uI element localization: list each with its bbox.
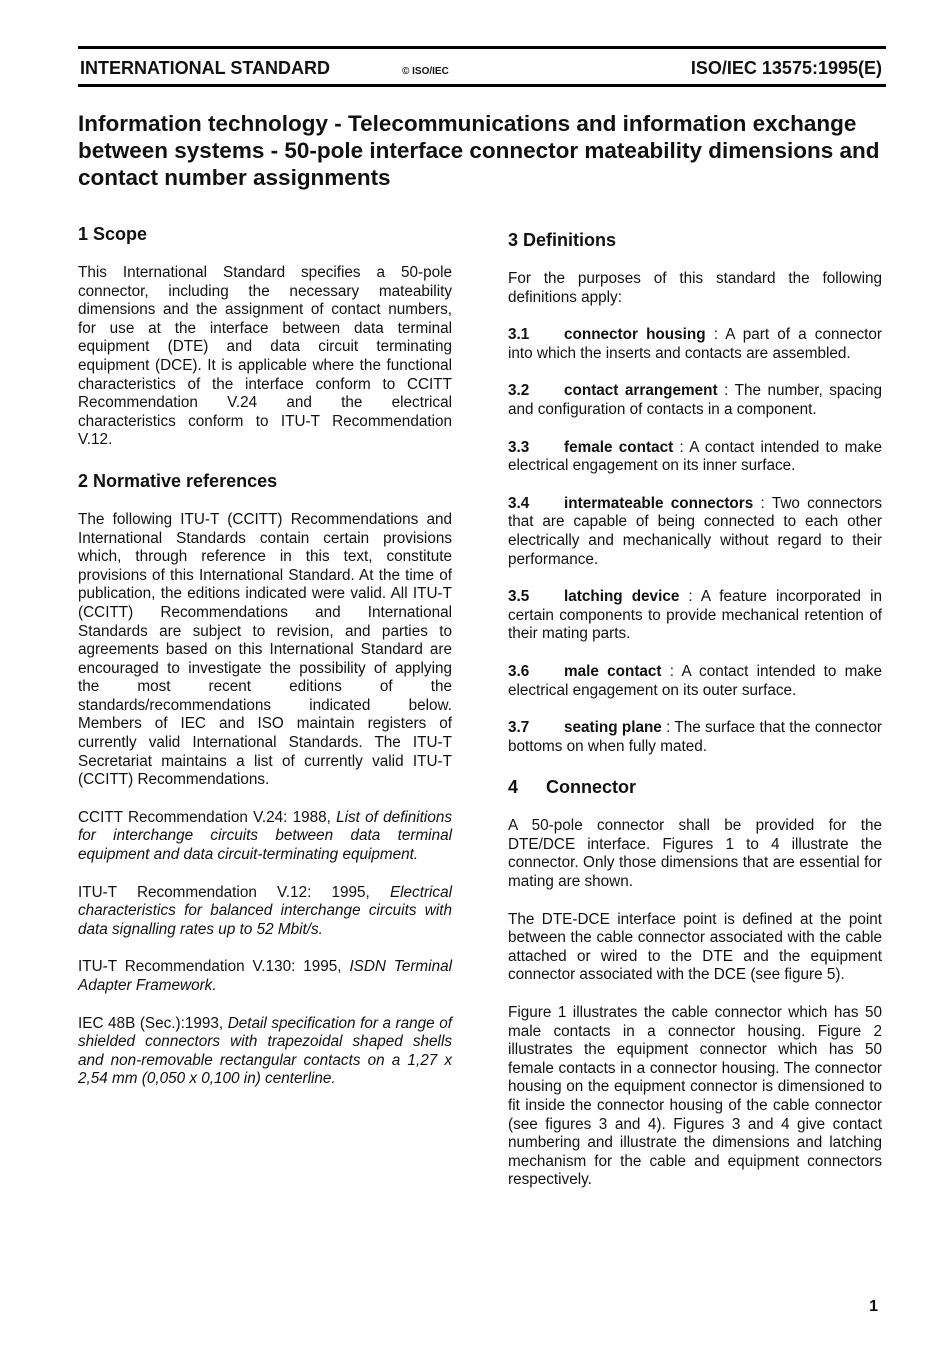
definition-item [508, 382, 882, 419]
header-document-id: ISO/IEC 13575:1995(E) [690, 58, 882, 78]
definitions-intro: For the purposes of this standard the following definitions apply: [508, 270, 882, 306]
definition-text: : A contact intended to make electrical engagement on its outer surface. [508, 662, 882, 699]
definition-term: latching device [564, 588, 680, 606]
definition-item [508, 326, 882, 363]
reference-title: ISDN Terminal Adapter Framework. [78, 958, 452, 994]
definition-number: 3.6 [508, 662, 530, 680]
reference-id: ITU-T Recommendation V.130: 1995, [78, 958, 350, 976]
reference-title: Electrical characteristics for balanced interchange circuits with data signalling rates up to 52 Mbit/s. [78, 883, 452, 938]
definition-number: 3.7 [508, 719, 530, 737]
definition-number: 3.3 [508, 438, 530, 456]
left-column [78, 222, 452, 1108]
document-title: Information technology - Telecommunications and information exchange between systems - 50-pole interface connector mateability dimensions and contact number assignments [78, 111, 880, 190]
reference-id: ITU-T Recommendation V.12: 1995, [78, 883, 390, 901]
definition-item [508, 719, 882, 756]
definition-term: intermateable connectors [564, 494, 754, 512]
scope-heading: 1 Scope [78, 224, 148, 244]
definition-item [508, 439, 882, 476]
normative-references-intro: The following ITU-T (CCITT) Recommendations and International Standards contain certain provisions which, through reference in this text, constitute provisions of this International Standard. At the time of publication, the editions indicated were valid. All ITU-T (CCITT) Recommendations and International Standards are subject to revision, and parties to agreements based on this International Standard are encouraged to investigate the possibility of applying the most recent editions of the standards/recommendations indicated below. Members of IEC and ISO maintain registers of currently valid International Standards. The ITU-T Secretariat maintains a list of currently valid ITU-T (CCITT) Recommendations. [78, 510, 452, 789]
reference-item [78, 958, 452, 995]
definition-text: : The number, spacing and configuration of contacts in a component. [508, 382, 882, 418]
connector-paragraph: A 50-pole connector shall be provided for the DTE/DCE interface. Figures 1 to 4 illustrate the connector. Only those dimensions that are essential for mating are shown. [508, 817, 882, 891]
connector-paragraph: The DTE-DCE interface point is defined at the point between the cable connector associated with the cable attached or wired to the DTE and the equipment connector associated with the DCE (see figure 5). [508, 910, 882, 984]
definition-term: male contact [564, 662, 662, 680]
reference-item [78, 1015, 452, 1089]
reference-id: CCITT Recommendation V.24: 1988, [78, 808, 337, 826]
reference-item [78, 884, 452, 940]
definition-text: : The surface that the connector bottoms on when fully mated. [508, 719, 882, 755]
connector-heading [508, 775, 882, 799]
header-bottom-rule [78, 84, 886, 87]
definition-term: connector housing [564, 326, 706, 344]
reference-title: List of definitions for interchange circuits between data terminal equipment and data circuit-terminating equipment. [78, 808, 452, 864]
header-top-rule [78, 46, 886, 49]
definition-item [508, 663, 882, 700]
header-copyright: © ISO/IEC [402, 66, 449, 77]
definition-text: : A part of a connector into which the inserts and contacts are assembled. [508, 326, 882, 362]
definition-number: 3.5 [508, 588, 530, 606]
normative-references-heading: 2 Normative references [78, 470, 278, 491]
scope-text: This International Standard specifies a 50-pole connector, including the necessary mateability dimensions and the assignment of contact numbers, for use at the interface between data terminal equipment (DTE) and data circuit terminating equipment (DCE). It is applicable where the functional characteristics of the interface conform to CCITT Recommendation V.24 and the electrical characteristics conform to ITU-T Recommendation V.12. [78, 264, 452, 449]
definition-number: 3.1 [508, 326, 530, 344]
definition-number: 3.2 [508, 382, 530, 400]
connector-paragraph: Figure 1 illustrates the cable connector which has 50 male contacts in a connector housing. Figure 2 illustrates the equipment connector which has 50 female contacts in a connector housing. The connector housing on the equipment connector is dimensioned to fit inside the connector housing of the cable connector (see figures 3 and 4). Figures 3 and 4 give contact numbering and illustrate the dimensions and latching mechanism for the cable and equipment connectors respectively. [508, 1004, 882, 1189]
right-column [508, 228, 882, 1209]
definition-term: contact arrangement [564, 382, 718, 400]
reference-id: IEC 48B (Sec.):1993, [78, 1014, 228, 1032]
header-standard-label: INTERNATIONAL STANDARD [80, 58, 330, 78]
reference-item [78, 809, 452, 865]
page-number: 1 [869, 1298, 878, 1315]
connector-section-title: Connector [546, 777, 637, 798]
definition-text: : Two connectors that are capable of being connected to each other electrically and mechanically without regard to their performance. [508, 494, 883, 568]
definition-text: : A contact intended to make electrical engagement on its inner surface. [508, 438, 882, 475]
reference-title: Detail specification for a range of shielded connectors with trapezoidal shaped shells and non-removable rectangular contacts on a 1,27 x 2,54 mm (0,050 x 0,100 in) centerline. [78, 1014, 452, 1088]
definition-item [508, 588, 882, 644]
definition-text: : A feature incorporated in certain components to provide mechanical retention of their mating parts. [508, 588, 882, 643]
definition-item [508, 495, 882, 569]
definition-term: female contact [564, 438, 674, 456]
definition-term: seating plane [564, 719, 662, 737]
definition-number: 3.4 [508, 494, 530, 512]
connector-section-number: 4 [508, 777, 519, 798]
definitions-heading: 3 Definitions [508, 230, 617, 250]
